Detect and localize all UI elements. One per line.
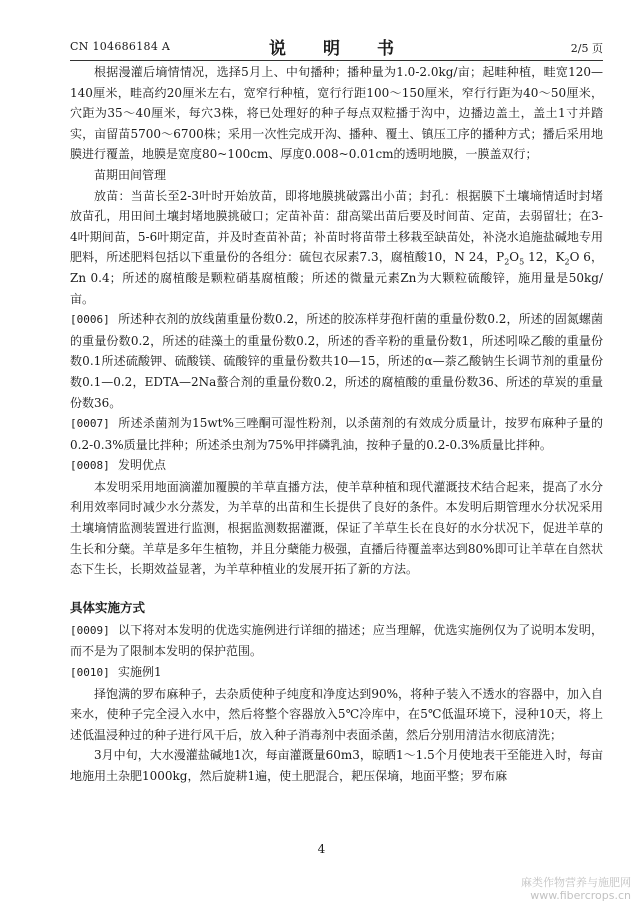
subscript: 2 [504, 257, 510, 267]
text-segment: 放苗：当苗长至2-3叶时开始放苗，即将地膜挑破露出小苗；封孔：根据膜下土壤墒情适时封堵放苗孔，用田间土壤封堵地膜挑破口；定苗补苗：甜高粱出苗后要及时间苗、定苗，去弱留壮；在3-4叶期间苗，5-6叶期定苗，并及时查苗补苗；补苗时将苗带土移栽至缺苗处，补浇水追施盐碱地专用肥料，所述肥料包括以下重量份的各组分：硫包衣尿素7.3，腐植酸10，N 24，P [70, 188, 603, 265]
paragraph-0009 [70, 620, 603, 662]
document-title: 说 明 书 [269, 39, 404, 59]
section-heading: 具体实施方式 [70, 599, 146, 615]
paragraph-sowing: 根据漫灌后墒情情况，选择5月上、中旬播种；播种量为1.0-2.0kg/亩；起畦种植，畦宽120—140厘米，畦高约20厘米左右，宽窄行种植，宽行行距100～150厘米，窄行行距为40～50厘米，穴距为35～40厘米，每穴3株，将已处理好的种子每点双粒播于沟中，边播边盖土，盖土1寸并踏实，亩留苗5700～6700株；采用一次性完成开沟、播种、覆土、镇压工序的播种方式；播后采用地膜进行覆盖，地膜是宽度80~100cm、厚度0.008~0.01cm的透明地膜，一膜盖双行； [70, 65, 603, 162]
paragraph-advantages: 本发明采用地面滴灌加覆膜的羊草直播方法，使羊草种植和现代灌溉技术结合起来，提高了水分利用效率同时减少水分蒸发，为羊草的出苗和生长提供了良好的条件。本发明后期管理水分状况采用土壤墒情监测装置进行监测，根据监测数据灌溉，保证了羊草生长在良好的水分状况下，促进羊草的生长和分蘖。羊草是多年生植物，并且分蘖能力极强，直播后待覆盖率达到80%即可让羊草在自然状态下生长，长期效益显著，为羊草种植业的发展开拓了新的方法。 [70, 479, 603, 577]
paragraph-text: 以下将对本发明的优选实施例进行详细的描述；应当理解，优选实施例仅为了说明本发明，而不是为了限制本发明的保护范围。 [70, 622, 603, 659]
section-gap [70, 580, 603, 590]
page-number: 4 [317, 842, 326, 856]
paragraph-number: [0010] [70, 666, 110, 680]
paragraph-number: [0009] [70, 623, 110, 637]
paragraph-0008 [70, 455, 603, 477]
subscript: 2 [564, 257, 570, 267]
paragraph-irrigation: 3月中旬，大水漫灌盐碱地1次，每亩灌溉量60m3，晾晒1～1.5个月使地表干至能进入时，每亩地施用土杂肥1000kg，然后旋耕1遍，使土肥混合，耙压保墒，地面平整；罗布麻 [70, 748, 603, 783]
page-header [70, 34, 603, 61]
paragraph-text: 所述种衣剂的放线菌重量份数0.2，所述的胶冻样芽孢杆菌的重量份数0.2，所述的固氮螺菌的重量份数0.2，所述的硅藻土的重量份数0.2，所述的香辛粉的重量份数1，所述吲哚乙酸的重量份数0.1所述硫酸钾、硫酸镁、硫酸锌的重量份数共10—15，所述的α—萘乙酸钠生长调节剂的重量份数0.1—0.2，EDTA—2Na螯合剂的重量份数0.2，所述的腐植酸的重量份数36、所述的草炭的重量份数36。 [70, 312, 603, 410]
paragraph-0006 [70, 309, 603, 413]
watermark [521, 876, 631, 902]
text-segment: O 6，Zn 0.4；所述的腐植酸是颗粒硝基腐植酸；所述的微量元素Zn为大颗粒硫酸锌，施用量是50kg/亩。 [70, 250, 603, 306]
paragraph-number: [0007] [70, 417, 110, 431]
paragraph-seedling-management-title: 苗期田间管理 [94, 167, 167, 182]
watermark-text: 麻类作物营养与施肥网 [521, 876, 631, 889]
paragraph-seed-treatment: 择饱满的罗布麻种子，去杂质使种子纯度和净度达到90%，将种子装入不透水的容器中，加入自来水，使种子完全浸入水中，然后将整个容器放入5℃冷库中，在5℃低温环境下，浸种10天，将上述低温浸种过的种子进行风干后，放入种子消毒剂中表面杀菌，然后分别用清洁水彻底清洗； [70, 686, 603, 742]
text-segment: O [509, 250, 520, 265]
text-segment: 12，K [524, 250, 565, 265]
paragraph-text: 所述杀菌剂为15wt%三唑酮可湿性粉剂，以杀菌剂的有效成分质量计，按罗布麻种子量的0.2-0.3%质量比拌种；所述杀虫剂为75%甲拌磷乳油，按种子量的0.2-0.3%质量比拌种。 [70, 416, 603, 452]
paragraph-seedling-management [70, 186, 603, 310]
paragraph-number: [0006] [70, 313, 110, 327]
paragraph-0007 [70, 413, 603, 455]
paragraph-0010 [70, 662, 603, 684]
page-info: 2/5 页 [570, 42, 603, 55]
publication-number: CN 104686184 A [70, 40, 171, 53]
paragraph-title: 发明优点 [118, 458, 167, 473]
document-body [70, 62, 603, 787]
paragraph-title: 实施例1 [118, 665, 162, 680]
paragraph-number: [0008] [70, 459, 110, 473]
watermark-url: www.fibercrops.cn [530, 889, 631, 902]
subscript: 5 [519, 257, 525, 267]
